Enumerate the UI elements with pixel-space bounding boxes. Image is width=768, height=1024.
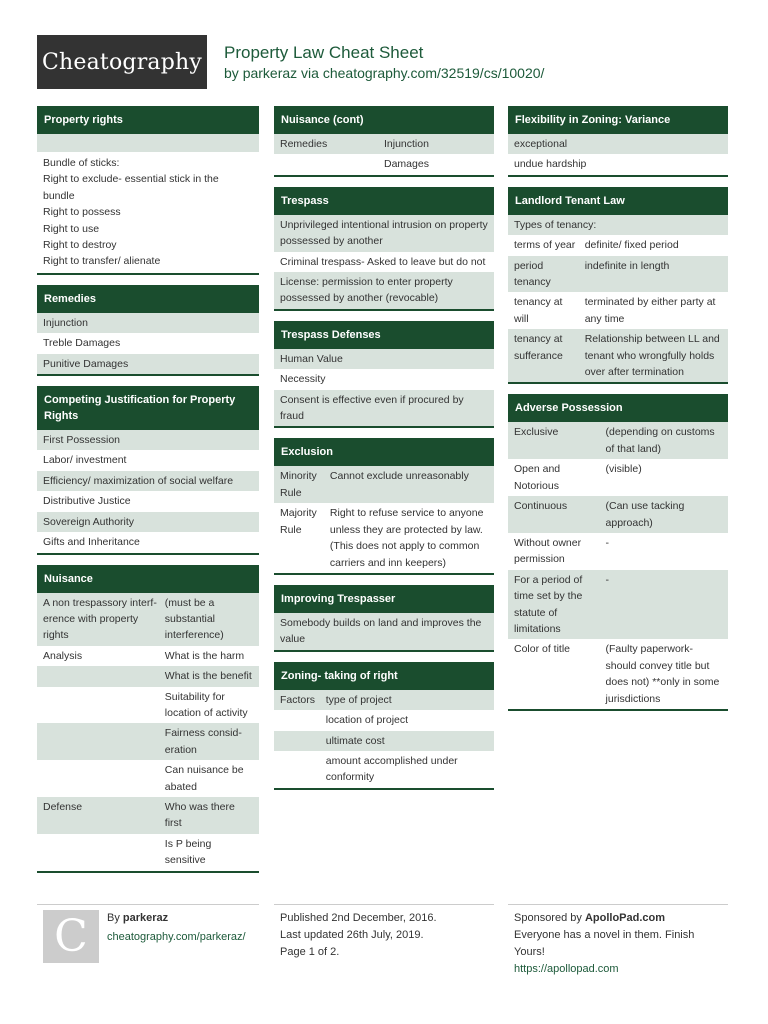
sponsor-link[interactable]: https://apollopad.com: [514, 963, 619, 975]
section-trespass-defenses: [274, 321, 494, 429]
row-value: (Faulty paperwork- should convey title but does not) **only in some jurisdictions: [605, 643, 720, 705]
item-text: Punitive Damages: [43, 357, 129, 370]
author-avatar[interactable]: C: [43, 910, 99, 963]
table-row: [508, 422, 728, 459]
list-item: [508, 215, 728, 235]
list-item: [37, 354, 259, 374]
row-value: What is the harm: [164, 649, 245, 662]
item-text: Efficiency/ maximization of social welfare: [43, 474, 234, 487]
footer-divider: [508, 904, 728, 905]
text-line: Right to possess: [43, 206, 121, 219]
table-row: [274, 751, 494, 788]
text-line: Bundle of sticks:: [43, 157, 120, 169]
row-key: [280, 753, 326, 786]
row-value: (depending on customs of that land): [605, 426, 715, 455]
row-value: Is P being sensitive: [164, 837, 212, 867]
row-key: Majority Rule: [280, 507, 317, 536]
table-row: [508, 533, 728, 570]
item-text: Criminal trespass- Asked to leave but do not: [280, 255, 486, 268]
item-text: Gifts and Inheritance: [43, 536, 140, 549]
row-key: [280, 733, 326, 749]
list-item: [274, 252, 494, 272]
row-value: definite/ fixed period: [584, 239, 679, 252]
section-title: Adverse Possession: [508, 394, 728, 422]
updated-date: Last updated 26th July, 2019.: [280, 929, 424, 941]
row-key: [43, 762, 165, 795]
row-value: -: [605, 573, 610, 586]
list-item: [508, 134, 728, 154]
footer-author-name[interactable]: parkeraz: [122, 912, 169, 924]
text-line: Right to transfer/ alienate: [43, 255, 161, 268]
table-row: [508, 235, 728, 255]
section-exclusion: [274, 438, 494, 574]
table-row: [274, 134, 494, 154]
table-row: [37, 797, 259, 834]
item-text: Sovereign Authority: [43, 515, 135, 528]
section-competing-justification: [37, 386, 259, 554]
item-text: Distributive Justice: [43, 495, 131, 508]
cheatography-logo[interactable]: Cheatography: [37, 35, 207, 89]
section-landlord-tenant: [508, 187, 728, 385]
item-text: Types of tenancy:: [514, 218, 597, 231]
row-key: period tenancy: [514, 259, 551, 289]
table-row: [508, 570, 728, 640]
row-key: A non trespassory interference with property rights: [43, 596, 157, 642]
row-key: [280, 156, 384, 172]
row-value: Relationship between LL and tenant who wrongfully holds over after termination: [584, 333, 720, 379]
table-row: [274, 710, 494, 730]
item-text: Necessity: [280, 373, 326, 386]
list-item: [37, 532, 259, 552]
via-label: via: [301, 65, 319, 81]
item-text: exceptional: [514, 138, 568, 150]
byline: [224, 65, 544, 81]
table-row: [37, 646, 259, 666]
table-row: [37, 593, 259, 646]
table-row: [274, 503, 494, 573]
section-title: Nuisance (cont): [274, 106, 494, 134]
column-2: [274, 106, 494, 800]
table-row: [508, 292, 728, 329]
row-key: tenancy at will: [514, 296, 563, 325]
section-title: Zoning- taking of right: [274, 662, 494, 690]
item-text: Injunction: [43, 316, 88, 329]
row-key: Without owner permission: [514, 536, 582, 566]
section-title: Competing Justification for Property Rights: [37, 386, 259, 430]
section-title: Property rights: [37, 106, 259, 134]
item-text: Treble Damages: [43, 337, 121, 350]
section-remedies: [37, 285, 259, 376]
row-value: Damages: [384, 158, 429, 171]
column-3: [508, 106, 728, 721]
footer-dates: [280, 910, 495, 961]
sponsor-name[interactable]: ApolloPad.com: [584, 912, 666, 924]
row-key: Defense: [43, 800, 83, 813]
list-item: [37, 333, 259, 353]
section-nuisance: [37, 565, 259, 873]
row-value: terminated by either party at any time: [584, 296, 716, 325]
table-row: [274, 154, 494, 174]
row-value: Cannot exclude unreasonably: [329, 470, 469, 483]
list-item: [37, 450, 259, 470]
item-text: undue hardship: [514, 158, 587, 171]
row-key: Exclusive: [514, 426, 559, 439]
table-row: [37, 666, 259, 686]
row-value: (visible): [605, 463, 642, 476]
row-value: (Can use tacking approach): [605, 500, 685, 529]
section-title: Trespass: [274, 187, 494, 215]
row-key: [43, 689, 165, 722]
table-row: [508, 496, 728, 533]
row-key: [280, 712, 326, 728]
row-value: Who was there first: [164, 800, 235, 830]
section-improving-trespasser: [274, 585, 494, 652]
list-item: [37, 152, 259, 273]
row-value: amount accomplished under conformity: [325, 754, 458, 784]
row-key: [43, 668, 165, 684]
row-key: tenancy at sufferance: [514, 333, 563, 362]
page-title: Property Law Cheat Sheet: [224, 43, 424, 62]
column-1: [37, 106, 259, 883]
item-text: First Possession: [43, 434, 121, 447]
row-key: Color of title: [514, 643, 571, 656]
list-item: [508, 154, 728, 174]
footer-divider: [274, 904, 494, 905]
row-key: terms of year: [514, 239, 576, 252]
published-date: Published 2nd December, 2016.: [280, 912, 437, 924]
table-row: [508, 459, 728, 496]
section-nuisance-cont: [274, 106, 494, 177]
list-item: [274, 215, 494, 252]
table-row: [508, 329, 728, 382]
list-item: [37, 512, 259, 532]
row-key: Factors: [280, 693, 316, 706]
table-row: [37, 834, 259, 871]
empty-row: [37, 134, 259, 152]
list-item: [274, 349, 494, 369]
section-title: Remedies: [37, 285, 259, 313]
row-key: Open and Notorious: [514, 463, 561, 492]
item-text: Somebody builds on land and improves the value: [280, 616, 482, 646]
section-title: Landlord Tenant Law: [508, 187, 728, 215]
row-key: For a period of time set by the statute of limitations: [514, 573, 583, 635]
row-key: Remedies: [280, 138, 328, 150]
section-title: Trespass Defenses: [274, 321, 494, 349]
author-profile-link[interactable]: cheatography.com/parkeraz/: [107, 931, 246, 943]
table-row: [274, 731, 494, 751]
table-row: [508, 256, 728, 293]
section-adverse-possession: [508, 394, 728, 711]
table-row: [37, 687, 259, 724]
section-property-rights: [37, 106, 259, 275]
item-text: Labor/ investment: [43, 454, 127, 467]
item-text: Unprivileged intentional intrusion on property possessed by another: [280, 218, 488, 248]
item-text: Human Value: [280, 352, 343, 365]
row-key: [43, 836, 165, 869]
row-key: Continuous: [514, 500, 568, 513]
by-label: By: [107, 912, 120, 924]
by-label: by: [224, 65, 239, 81]
table-row: [37, 723, 259, 760]
text-line: Right to destroy: [43, 239, 117, 252]
row-key: Analysis: [43, 649, 83, 662]
section-title: Exclusion: [274, 438, 494, 466]
list-item: [274, 369, 494, 389]
row-value: Suitability for location of activity: [164, 690, 248, 719]
row-value: indefinite in length: [584, 259, 670, 272]
footer-sponsor: [514, 910, 724, 978]
text-line: Right to exclude- essential stick in the bundle: [43, 173, 219, 202]
table-row: [37, 760, 259, 797]
list-item: [274, 613, 494, 650]
row-value: type of project: [325, 693, 392, 706]
row-value: Injunction: [384, 138, 429, 150]
footer-author: [107, 910, 257, 946]
row-key: [43, 725, 165, 758]
table-row: [274, 690, 494, 710]
sponsor-text: Everyone has a novel in them. Finish Yours!: [514, 929, 695, 958]
author-link[interactable]: parkeraz: [242, 65, 298, 81]
section-zoning: [274, 662, 494, 790]
item-text: License: permission to enter property possessed by another (revocable): [280, 276, 453, 305]
row-key: Minority Rule: [280, 470, 317, 499]
row-value: Fairness consideration: [164, 727, 242, 756]
list-item: [37, 491, 259, 511]
sponsored-label: Sponsored by: [514, 912, 582, 924]
section-title: Flexibility in Zoning: Variance: [508, 106, 728, 134]
list-item: [274, 272, 494, 309]
item-text: Consent is effective even if procured by fraud: [280, 393, 464, 423]
section-trespass: [274, 187, 494, 311]
footer-divider: [37, 904, 259, 905]
section-variance: [508, 106, 728, 177]
row-value: Can nuisance be abated: [164, 764, 244, 793]
page-count: Page 1 of 2.: [280, 946, 340, 958]
row-value: location of project: [325, 714, 409, 727]
row-value: (must be a substantial interference): [164, 596, 224, 642]
list-item: [274, 390, 494, 427]
sheet-url-link[interactable]: cheatography.com/32519/cs/10020/: [322, 65, 545, 81]
table-row: [274, 466, 494, 503]
section-title: Improving Trespasser: [274, 585, 494, 613]
row-value: What is the benefit: [164, 670, 252, 683]
row-value: Right to refuse service to anyone unless they are protected by law. (This does not apply to common carriers and inn keepers): [329, 507, 484, 569]
list-item: [37, 471, 259, 491]
section-title: Nuisance: [37, 565, 259, 593]
list-item: [37, 313, 259, 333]
row-value: ultimate cost: [325, 734, 385, 747]
row-value: -: [605, 536, 610, 549]
list-item: [37, 430, 259, 450]
table-row: [508, 639, 728, 709]
text-line: Right to use: [43, 222, 100, 235]
